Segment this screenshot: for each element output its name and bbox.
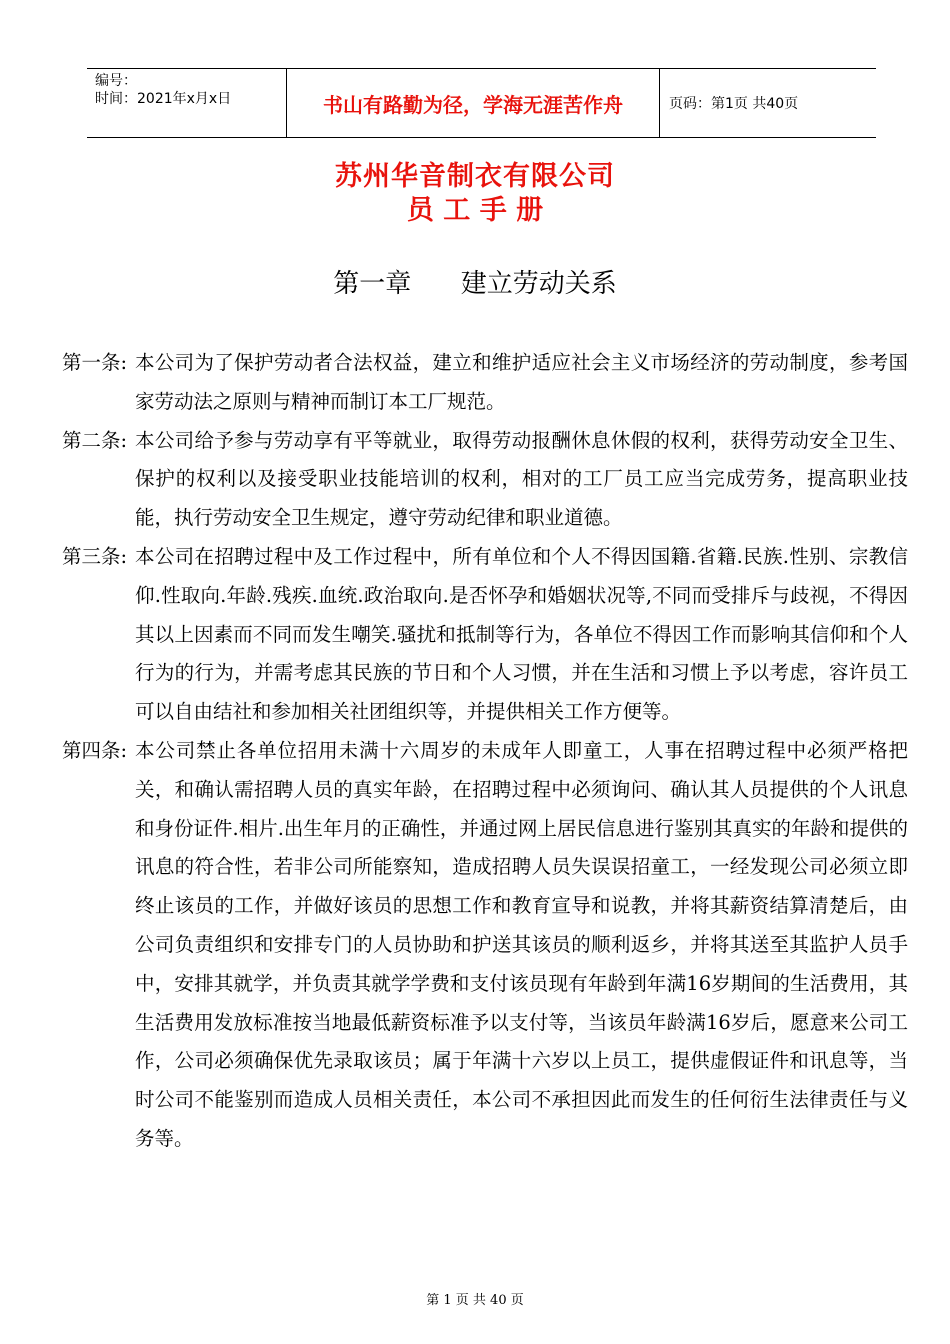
- page-footer: 第 1 页 共 40 页: [426, 1293, 524, 1308]
- header-motto: 书山有路勤为径，学海无涯苦作舟: [323, 92, 623, 117]
- article-text: 本公司禁止各单位招用未满十六周岁的未成年人即童工，人事在招聘过程中必须严格把关，和确认需招聘人员的真实年龄，在招聘过程中必须询问、确认其人员提供的个人讯息和身份证件.相片.出生年月的正确性，并通过网上居民信息进行鉴别其真实的年龄和提供的讯息的符合性，若非公司所能察知，造成招聘人员失误误招童工，一经发现公司必须立即终止该员的工作，并做好该员的思想工作和教育宣导和说教，并将其薪资结算清楚后，由公司负责组织和安排专门的人员协助和护送其该员的顺利返乡，并将其送至其监护人员手中，安排其就学，并负责其就学学费和支付该员现有年龄到年满16岁期间的生活费用，其生活费用发放标准按当地最低薪资标准予以支付等，当该员年龄满16岁后，愿意来公司工作，公司必须确保优先录取该员；属于年满十六岁以上员工，提供虚假证件和讯息等，当时公司不能鉴别而造成人员相关责任，本公司不承担因此而发生的任何衍生法律责任与义务等。: [135, 738, 908, 1150]
- header-divider: [659, 69, 660, 137]
- date-label: 时间：2021年x月x日: [95, 91, 232, 107]
- article-label: 第四条:: [62, 738, 128, 762]
- article-label: 第二条:: [62, 428, 128, 452]
- article-1: [62, 344, 908, 422]
- chapter-heading: 第一章 建立劳动关系: [333, 269, 617, 299]
- article-2: [62, 422, 908, 538]
- article-label: 第一条:: [62, 351, 128, 374]
- article-text: 本公司给予参与劳动享有平等就业，取得劳动报酬休息休假的权利，获得劳动安全卫生、保护的权利以及接受职业技能培训的权利，相对的工厂员工应当完成劳务，提高职业技能，执行劳动安全卫生规定，遵守劳动纪律和职业道德。: [135, 428, 908, 530]
- header-meta: [95, 72, 285, 108]
- article-text: 本公司为了保护劳动者合法权益，建立和维护适应社会主义市场经济的劳动制度，参考国家劳动法之原则与精神而制订本工厂规范。: [135, 351, 908, 413]
- article-list: [62, 344, 908, 1159]
- article-4: [62, 732, 908, 1159]
- article-3: [62, 538, 908, 732]
- page-header: [87, 68, 876, 138]
- header-page-number: 页码：第1页 共40页: [669, 96, 799, 112]
- article-text: 本公司在招聘过程中及工作过程中，所有单位和个人不得因国籍.省籍.民族.性别、宗教信仰.性取向.年龄.残疾.血统.政治取向.是否怀孕和婚姻状况等,不同而受排斥与歧视，不得因其以上因素而不同而发生嘲笑.骚扰和抵制等行为，各单位不得因工作而影响其信仰和个人行为的行为，并需考虑其民族的节日和个人习惯，并在生活和习惯上予以考虑，容许员工可以自由结社和参加相关社团组织等，并提供相关工作方便等。: [135, 544, 908, 724]
- document-title: 员 工 手 册: [406, 195, 544, 226]
- company-name: 苏州华音制衣有限公司: [335, 161, 615, 192]
- serial-number-label: 编号：: [95, 73, 137, 89]
- article-label: 第三条:: [62, 544, 128, 568]
